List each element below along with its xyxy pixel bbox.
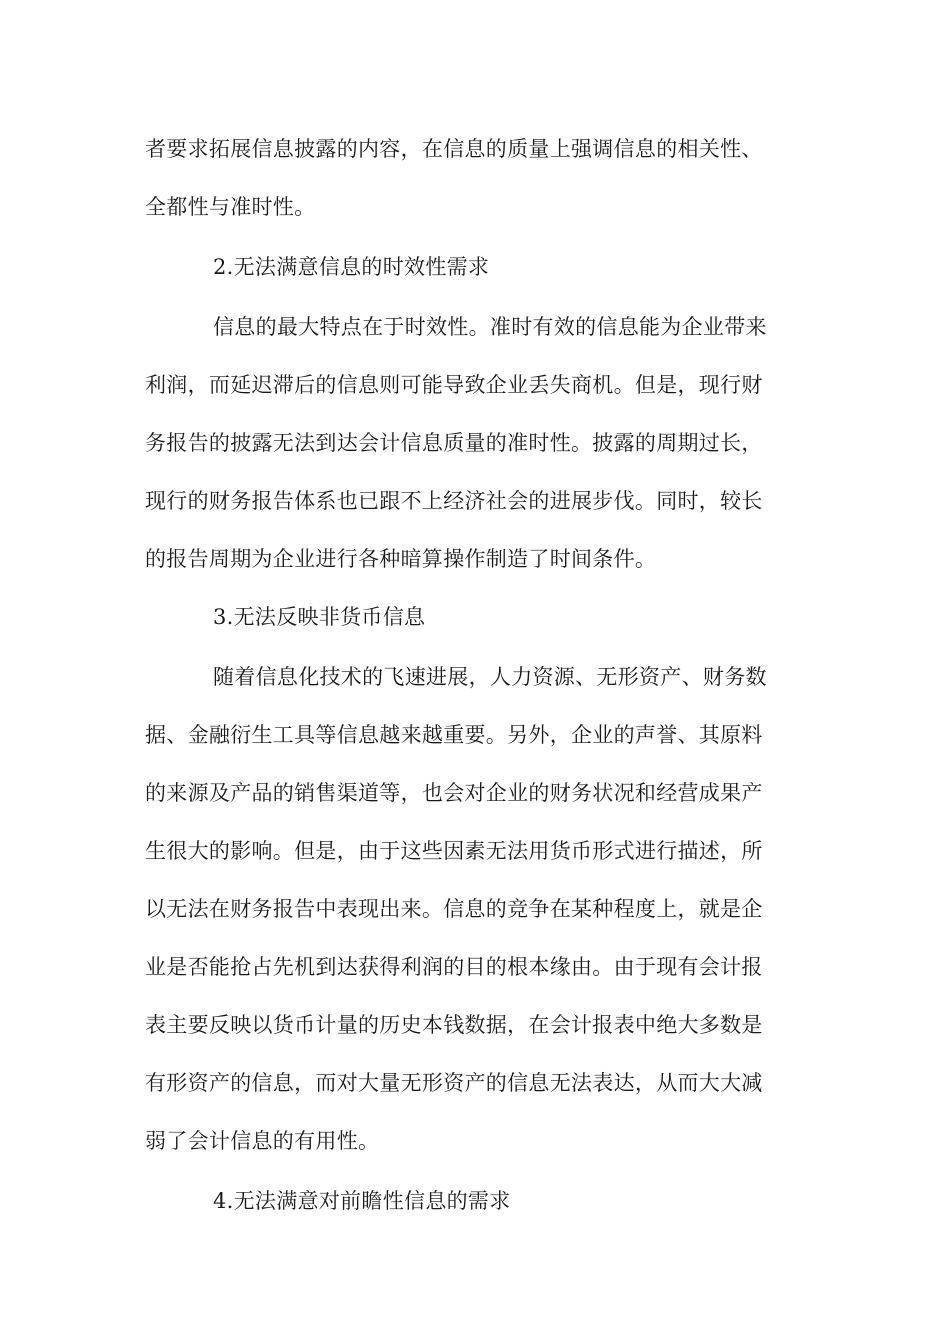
paragraph-line: 据、金融衍生工具等信息越来越重要。另外，企业的声誉、其原料 xyxy=(145,723,763,747)
paragraph-line: 有形资产的信息，而对大量无形资产的信息无法表达，从而大大减 xyxy=(145,1071,763,1095)
paragraph-line: 以无法在财务报告中表现出来。信息的竞争在某种程度上，就是企 xyxy=(145,897,763,921)
paragraph-line: 信息的最大特点在于时效性。准时有效的信息能为企业带来 xyxy=(213,315,767,339)
paragraph-line: 随着信息化技术的飞速进展，人力资源、无形资产、财务数 xyxy=(213,665,767,689)
paragraph-line: 务报告的披露无法到达会计信息质量的准时性。披露的周期过长， xyxy=(145,431,763,455)
paragraph-line: 生很大的影响。但是，由于这些因素无法用货币形式进行描述，所 xyxy=(145,839,763,863)
paragraph-line: 弱了会计信息的有用性。 xyxy=(145,1129,380,1153)
paragraph-line: 的报告周期为企业进行各种暗算操作制造了时间条件。 xyxy=(145,547,657,571)
section-heading-2: 2.无法满意信息的时效性需求 xyxy=(213,255,490,279)
section-heading-4: 4.无法满意对前瞻性信息的需求 xyxy=(213,1189,511,1213)
section-heading-3: 3.无法反映非货币信息 xyxy=(213,605,426,629)
paragraph-line: 表主要反映以货币计量的历史本钱数据，在会计报表中绝大多数是 xyxy=(145,1013,763,1037)
paragraph-line: 的来源及产品的销售渠道等，也会对企业的财务状况和经营成果产 xyxy=(145,781,763,805)
paragraph-line: 业是否能抢占先机到达获得利润的目的根本缘由。由于现有会计报 xyxy=(145,955,763,979)
paragraph-line: 利润，而延迟滞后的信息则可能导致企业丢失商机。但是，现行财 xyxy=(145,373,763,397)
paragraph-line: 现行的财务报告体系也已跟不上经济社会的进展步伐。同时，较长 xyxy=(145,489,763,513)
paragraph-continuation-line: 者要求拓展信息披露的内容，在信息的质量上强调信息的相关性、 xyxy=(145,137,763,161)
paragraph-continuation-line: 全都性与准时性。 xyxy=(145,195,316,219)
